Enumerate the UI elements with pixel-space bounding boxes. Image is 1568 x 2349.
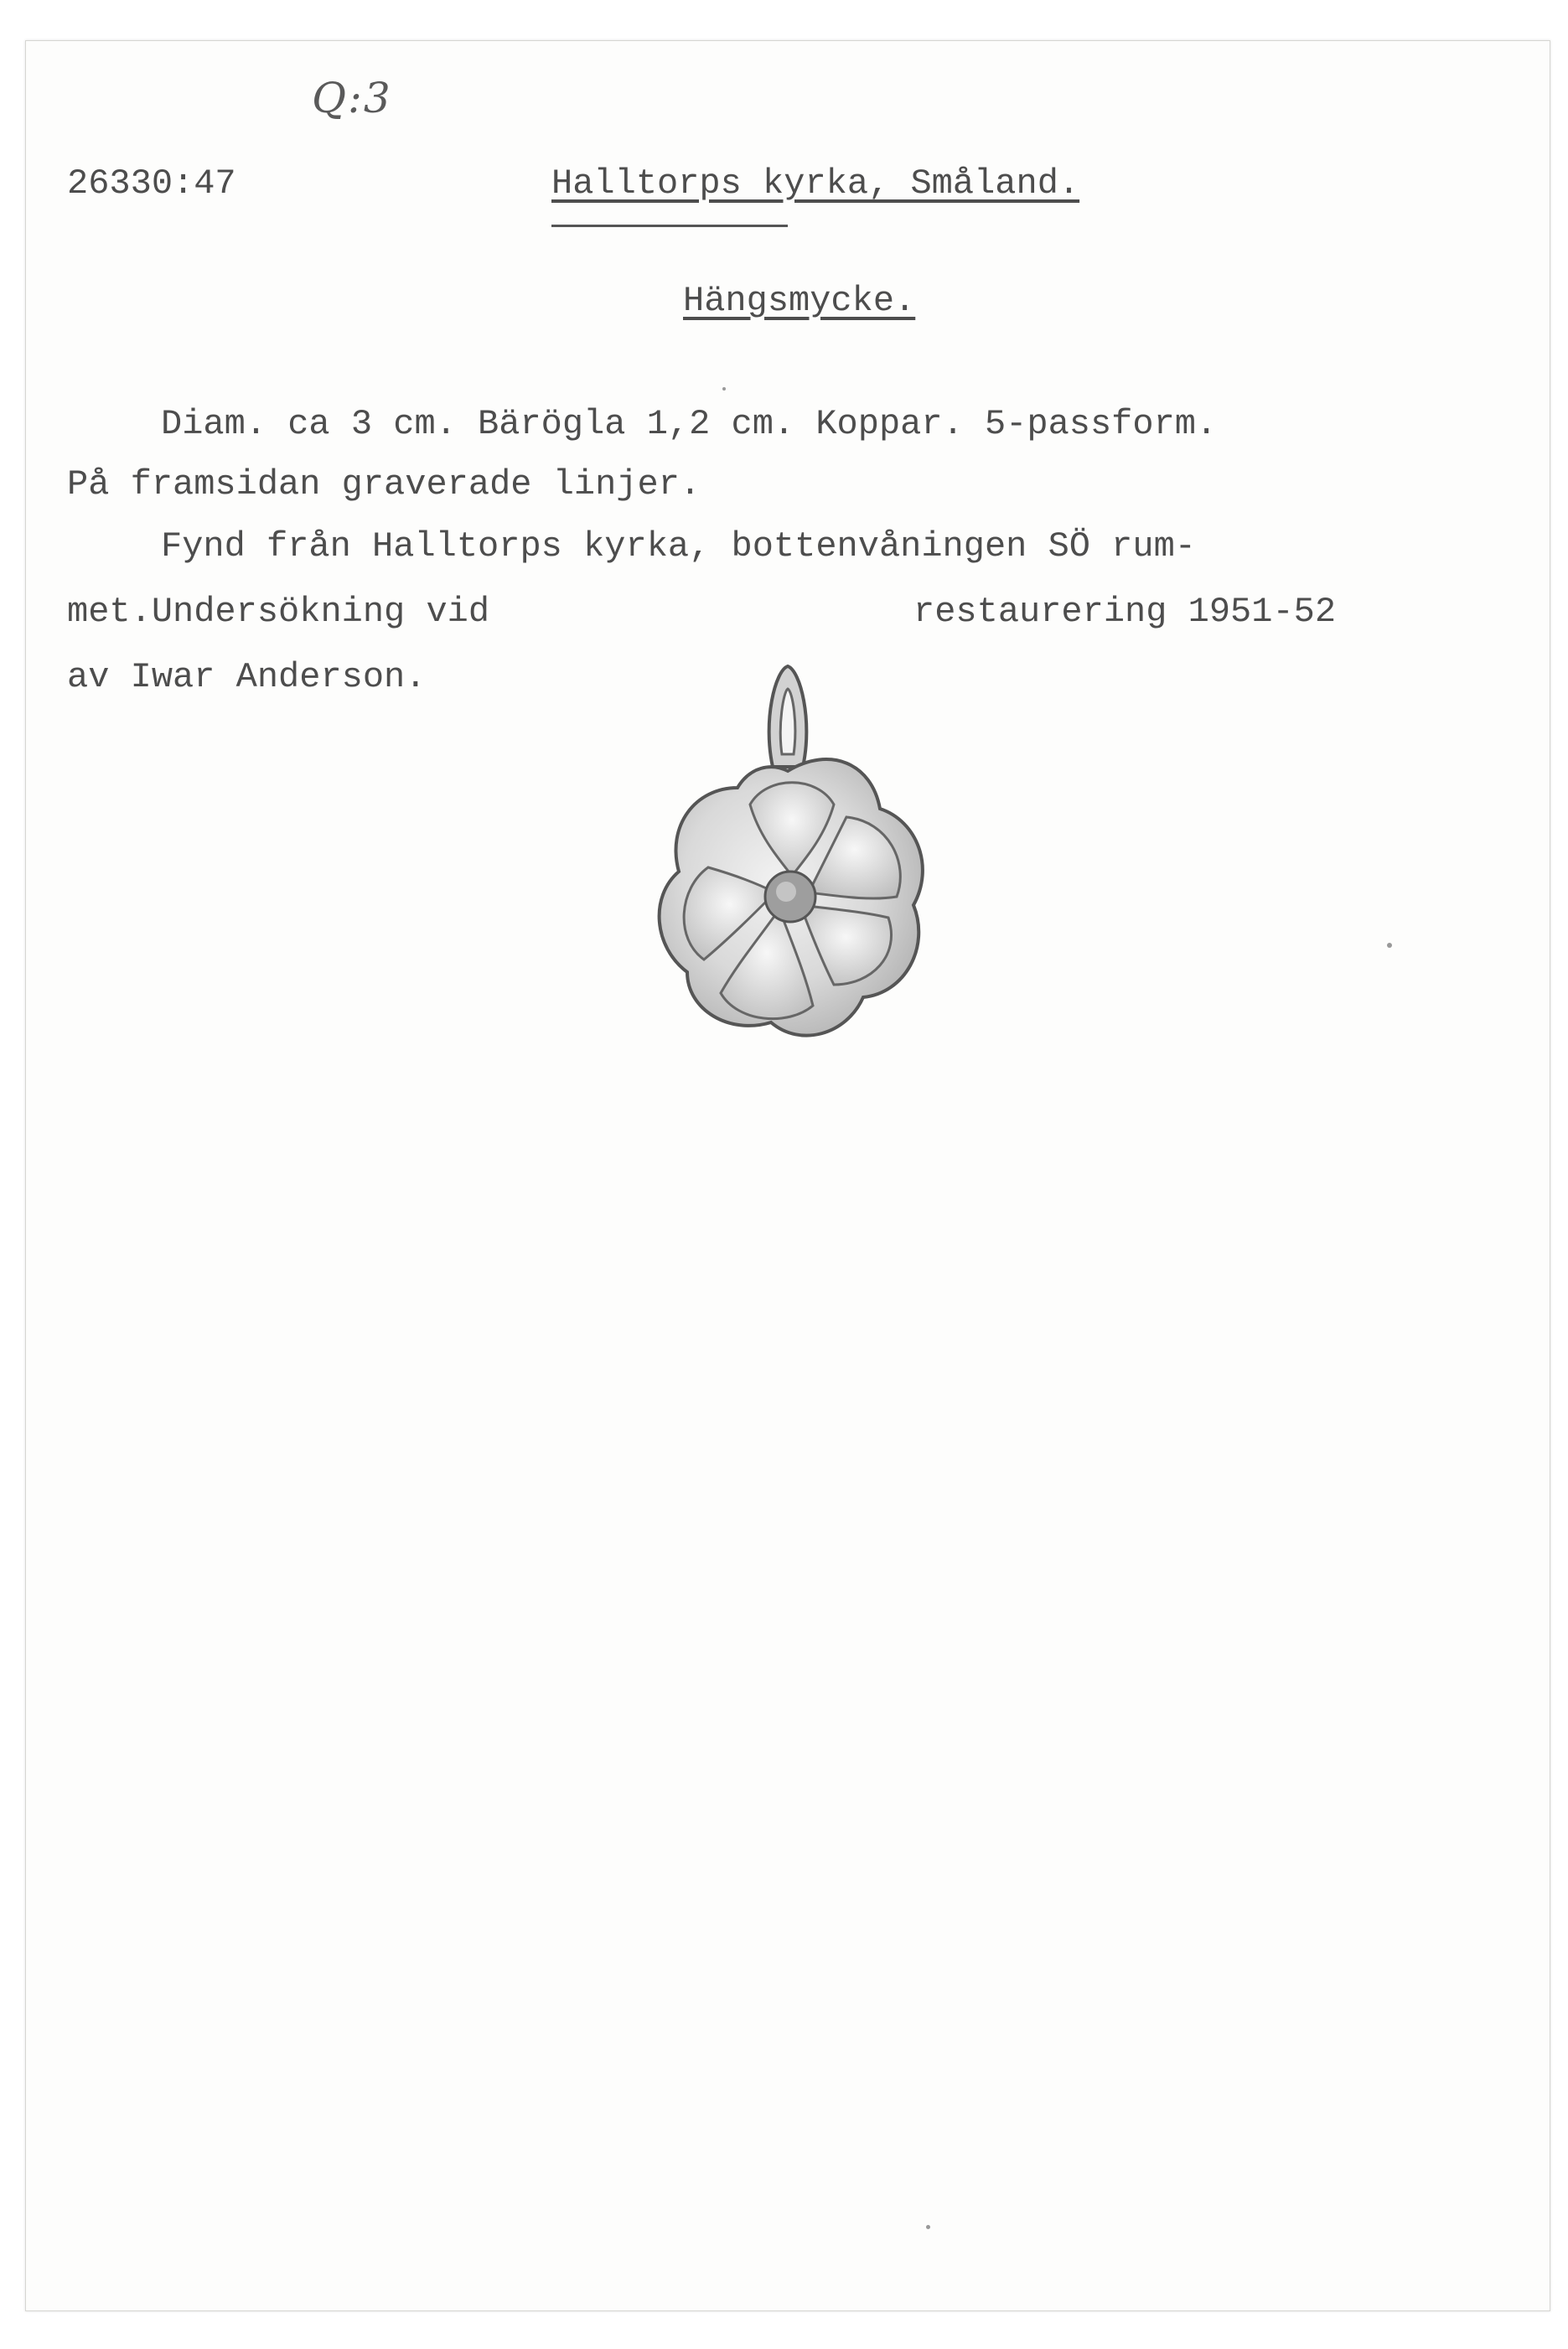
description-line-4-left: met.Undersökning vid bbox=[67, 592, 490, 632]
paper-speck bbox=[722, 387, 726, 391]
pendant-drawing-icon bbox=[620, 654, 955, 1089]
handwritten-mark: Q:3 bbox=[312, 74, 392, 122]
description-line-3: Fynd från Halltorps kyrka, bottenvåningen SÖ rum- bbox=[161, 526, 1197, 567]
paper-speck bbox=[1387, 943, 1392, 948]
object-type-heading: Hängsmycke. bbox=[683, 281, 916, 321]
description-line-1: Diam. ca 3 cm. Bärögla 1,2 cm. Koppar. 5-passform. bbox=[161, 404, 1218, 444]
paper-speck bbox=[926, 2225, 930, 2229]
catalog-number: 26330:47 bbox=[67, 163, 236, 204]
description-line-4-right: restaurering 1951-52 bbox=[913, 592, 1337, 632]
pencil-underline bbox=[551, 225, 788, 227]
description-line-2: På framsidan graverade linjer. bbox=[67, 464, 701, 504]
catalog-card bbox=[25, 40, 1550, 2311]
location-heading: Halltorps kyrka, Småland. bbox=[551, 163, 1080, 204]
description-line-5: av Iwar Anderson. bbox=[67, 657, 427, 697]
